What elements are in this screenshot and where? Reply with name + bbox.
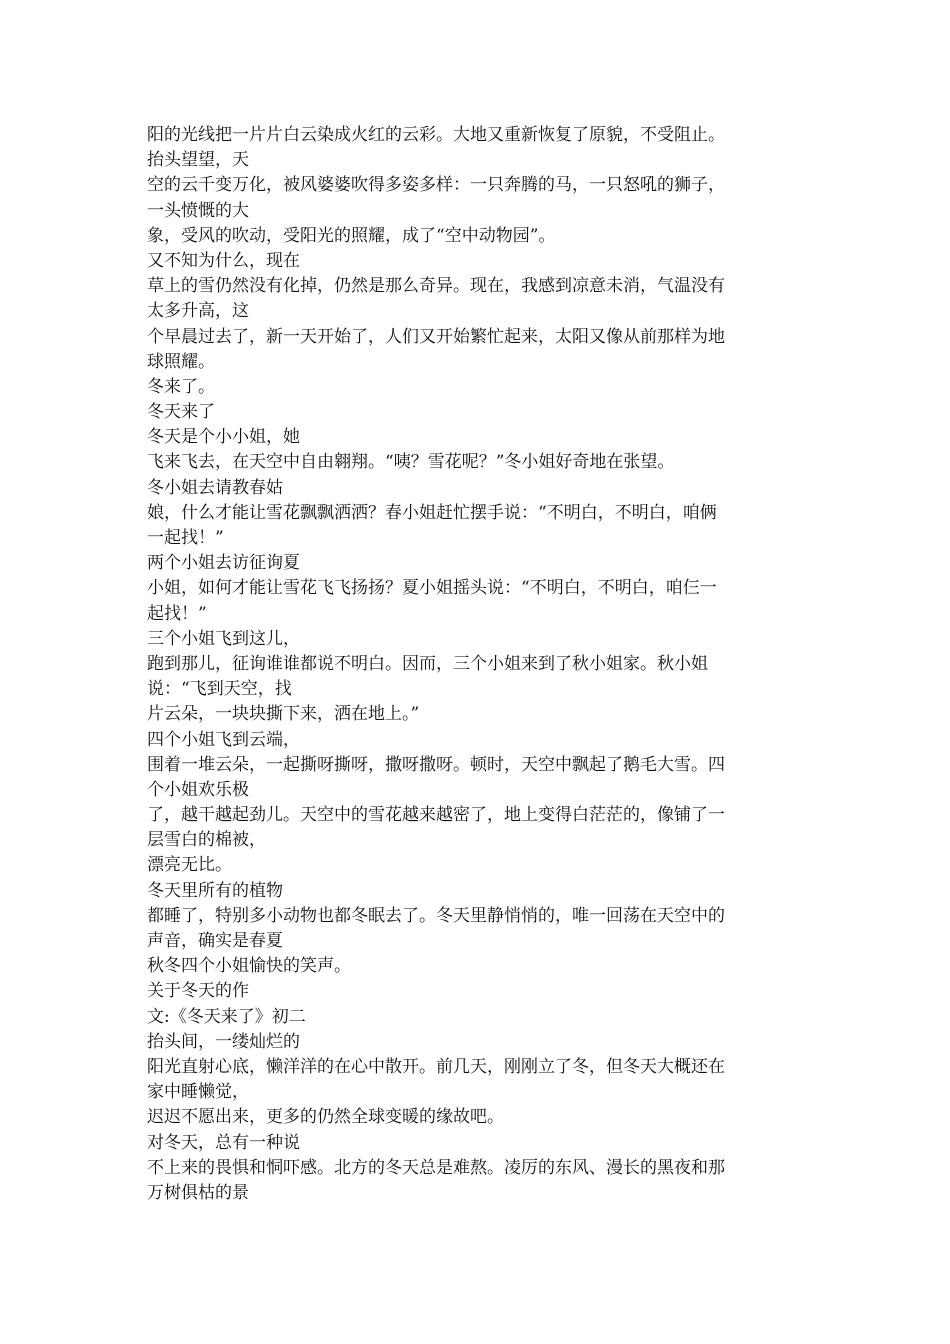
text-line: 对冬天，总有一种说	[147, 1132, 300, 1153]
text-line: 抬头间，一缕灿烂的	[147, 1031, 300, 1052]
text-line: 秋冬四个小姐愉快的笑声。	[147, 956, 351, 977]
document-body	[147, 123, 807, 1206]
text-line: 两个小姐去访征询夏	[147, 553, 300, 574]
text-line: 了，越干越起劲儿。天空中的雪花越来越密了，地上变得白茫茫的，像铺了一	[147, 805, 725, 826]
text-line: 关于冬天的作	[147, 981, 249, 1002]
text-line: 草上的雪仍然没有化掉，仍然是那么奇异。现在，我感到凉意未消，气温没有	[147, 276, 725, 297]
text-line: 跑到那儿，征询谁谁都说不明白。因而，三个小姐来到了秋小姐家。秋小姐	[147, 653, 708, 674]
text-line: 一起找！”	[147, 528, 224, 548]
text-line: 文:《冬天来了》初二	[147, 1006, 306, 1027]
text-line: 三个小姐飞到这儿，	[147, 628, 300, 649]
text-line: 太多升高，这	[147, 301, 249, 322]
text-line: 小姐，如何才能让雪花飞飞扬扬？夏小姐摇头说：“不明白，不明白，咱仨一	[147, 578, 717, 599]
text-line: 个小姐欢乐极	[147, 779, 249, 800]
text-line: 象，受风的吹动，受阳光的照耀，成了“空中动物园”。	[147, 225, 556, 246]
text-line: 个早晨过去了，新一天开始了，人们又开始繁忙起来，太阳又像从前那样为地	[147, 326, 725, 347]
text-line: 迟迟不愿出来，更多的仍然全球变暖的缘故吧。	[147, 1107, 504, 1128]
text-line: 飞来飞去，在天空中自由翱翔。“咦？雪花呢？”冬小姐好奇地在张望。	[147, 452, 675, 473]
text-line: 不上来的畏惧和恫吓感。北方的冬天总是难熬。凌厉的东风、漫长的黑夜和那	[147, 1157, 725, 1178]
text-line: 漂亮无比。	[147, 855, 232, 876]
text-line: 四个小姐飞到云端，	[147, 729, 300, 750]
text-line: 冬小姐去请教春姑	[147, 477, 283, 498]
text-line: 一头愤慨的大	[147, 200, 249, 221]
text-line: 球照耀。	[147, 351, 215, 372]
text-line: 阳光直射心底，懒洋洋的在心中散开。前几天，刚刚立了冬，但冬天大概还在	[147, 1056, 725, 1077]
text-line: 都睡了，特别多小动物也都冬眠去了。冬天里静悄悄的，唯一回荡在天空中的	[147, 905, 725, 926]
text-line: 娘，什么才能让雪花飘飘洒洒？春小姐赶忙摆手说：“不明白，不明白，咱俩	[147, 502, 717, 523]
text-line: 阳的光线把一片片白云染成火红的云彩。大地又重新恢复了原貌，不受阻止。	[147, 125, 725, 145]
text-line: 起找！”	[147, 603, 207, 624]
text-line: 声音，确实是春夏	[147, 931, 283, 951]
text-line: 说：“飞到天空，找	[147, 679, 292, 700]
text-line: 冬来了。	[147, 376, 215, 397]
text-line: 片云朵，一块块撕下来，洒在地上。”	[147, 704, 420, 725]
text-line: 冬天来了	[147, 402, 215, 423]
text-line: 层雪白的棉被，	[147, 830, 266, 851]
text-line: 围着一堆云朵，一起撕呀撕呀，撒呀撒呀。顿时，天空中飘起了鹅毛大雪。四	[147, 754, 725, 775]
text-line: 空的云千变万化，被风婆婆吹得多姿多样：一只奔腾的马，一只怒吼的狮子，	[147, 175, 725, 196]
text-line: 冬天里所有的植物	[147, 880, 283, 901]
text-line: 冬天是个小小姐，她	[147, 427, 300, 448]
text-line: 家中睡懒觉，	[147, 1082, 249, 1103]
text-line: 又不知为什么，现在	[147, 250, 300, 271]
text-line: 万树俱枯的景	[147, 1182, 249, 1203]
text-line: 抬头望望，天	[147, 150, 249, 171]
